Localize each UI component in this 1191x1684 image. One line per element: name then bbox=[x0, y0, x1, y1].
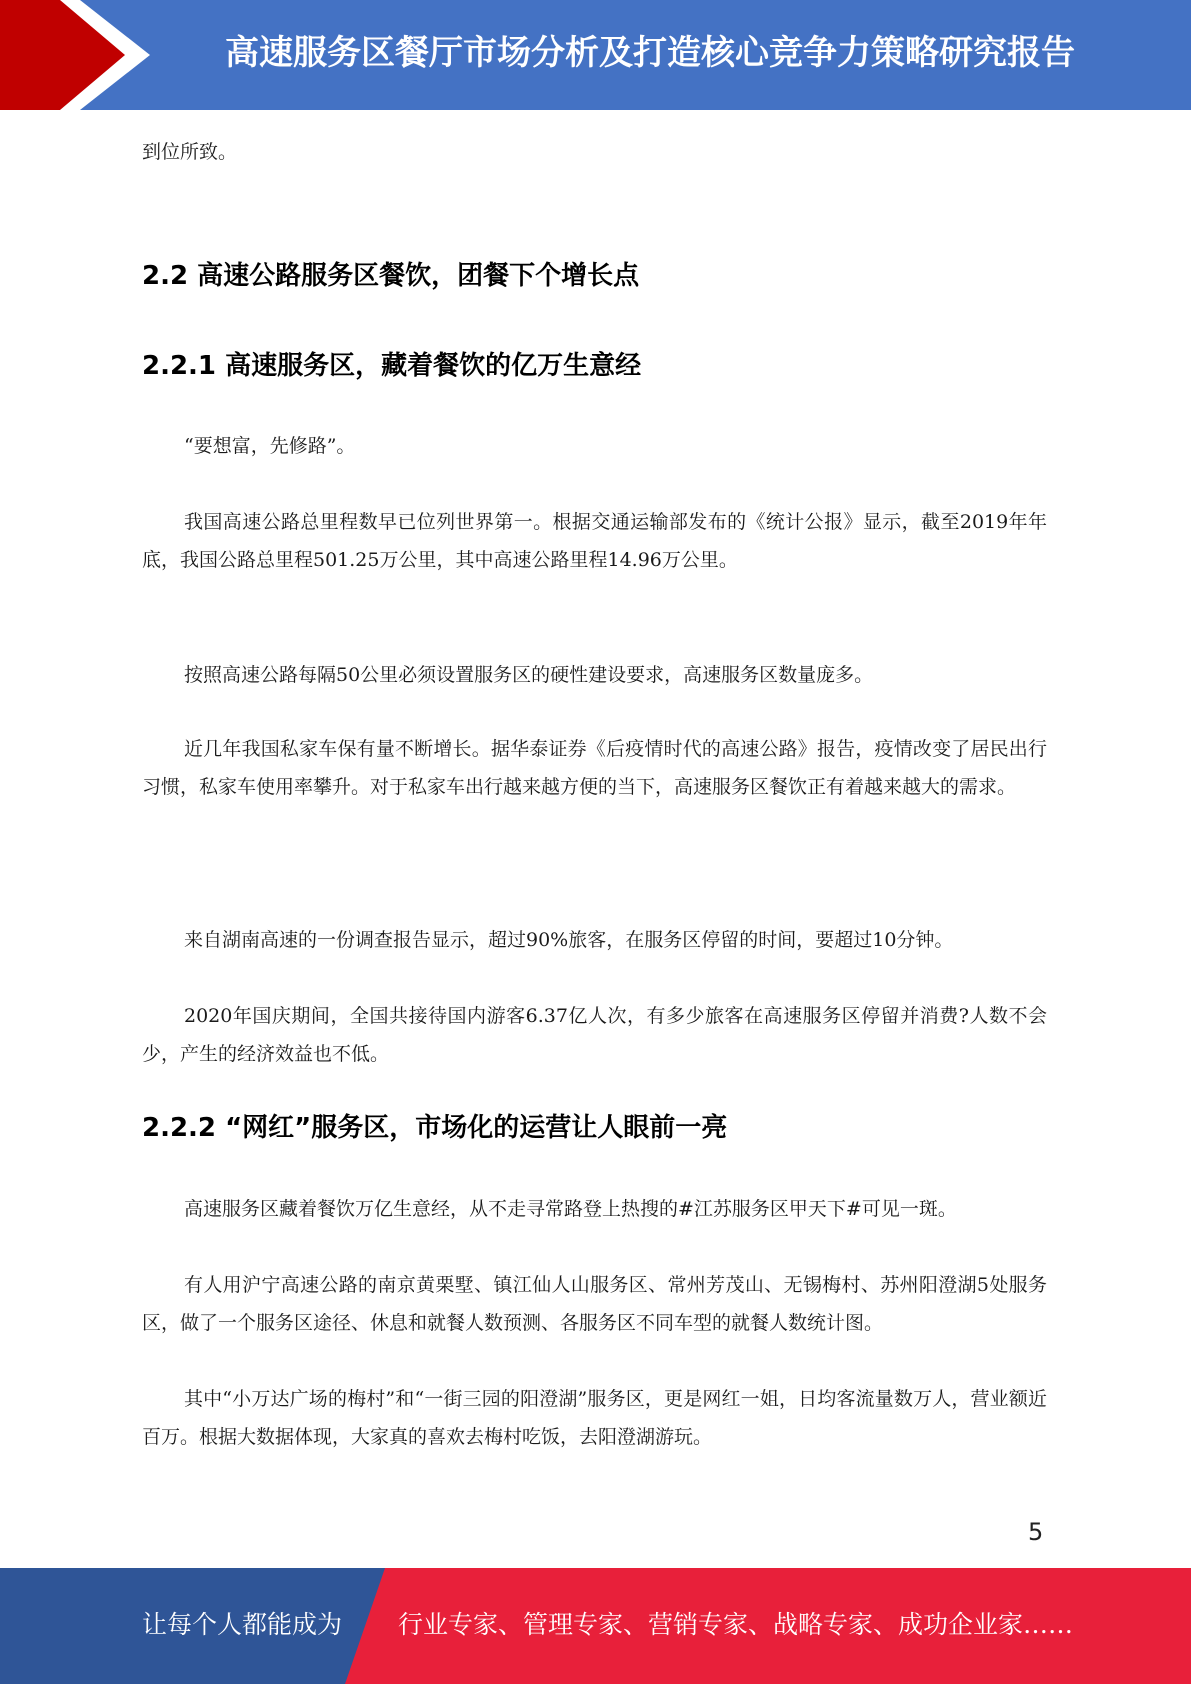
section-heading-2-2-1: 2.2.1 高速服务区，藏着餐饮的亿万生意经 bbox=[142, 351, 642, 381]
paragraph: 我国高速公路总里程数早已位列世界第一。根据交通运输部发布的《统计公报》显示，截至2019年年底，我国公路总里程501.25万公里，其中高速公路里程14.96万公里。 bbox=[142, 511, 1047, 571]
header-arrow-decoration bbox=[0, 0, 160, 110]
paragraph: 按照高速公路每隔50公里必须设置服务区的硬性建设要求，高速服务区数量庞多。 bbox=[184, 664, 874, 686]
paragraph: “要想富，先修路”。 bbox=[184, 435, 356, 457]
footer-slogan-left: 让每个人都能成为 bbox=[142, 1610, 343, 1639]
section-heading-2-2: 2.2 高速公路服务区餐饮，团餐下个增长点 bbox=[142, 261, 640, 291]
paragraph: 高速服务区藏着餐饮万亿生意经，从不走寻常路登上热搜的#江苏服务区甲天下#可见一斑。 bbox=[184, 1198, 957, 1220]
paragraph: 有人用沪宁高速公路的南京黄栗墅、镇江仙人山服务区、常州芳茂山、无锡梅村、苏州阳澄湖5处服务区，做了一个服务区途径、休息和就餐人数预测、各服务区不同车型的就餐人数统计图。 bbox=[142, 1274, 1047, 1334]
page-header bbox=[0, 0, 1191, 110]
page-footer bbox=[0, 1568, 1191, 1684]
paragraph: 其中“小万达广场的梅村”和“一街三园的阳澄湖”服务区，更是网红一姐，日均客流量数万人，营业额近百万。根据大数据体现，大家真的喜欢去梅村吃饭，去阳澄湖游玩。 bbox=[142, 1388, 1047, 1448]
paragraph: 近几年我国私家车保有量不断增长。据华泰证券《后疫情时代的高速公路》报告，疫情改变了居民出行习惯，私家车使用率攀升。对于私家车出行越来越方便的当下，高速服务区餐饮正有着越来越大的需求。 bbox=[142, 738, 1047, 798]
paragraph-intro: 到位所致。 bbox=[142, 141, 238, 163]
footer-slogan-right: 行业专家、管理专家、营销专家、战略专家、成功企业家…… bbox=[398, 1610, 1074, 1639]
section-heading-2-2-2: 2.2.2 “网红”服务区，市场化的运营让人眼前一亮 bbox=[142, 1113, 728, 1143]
page-number: 5 bbox=[1028, 1518, 1044, 1546]
document-title: 高速服务区餐厅市场分析及打造核心竞争力策略研究报告 bbox=[225, 33, 1075, 73]
paragraph: 来自湖南高速的一份调查报告显示，超过90%旅客，在服务区停留的时间，要超过10分钟。 bbox=[184, 929, 954, 951]
paragraph: 2020年国庆期间，全国共接待国内游客6.37亿人次，有多少旅客在高速服务区停留并消费?人数不会少，产生的经济效益也不低。 bbox=[142, 1005, 1047, 1065]
